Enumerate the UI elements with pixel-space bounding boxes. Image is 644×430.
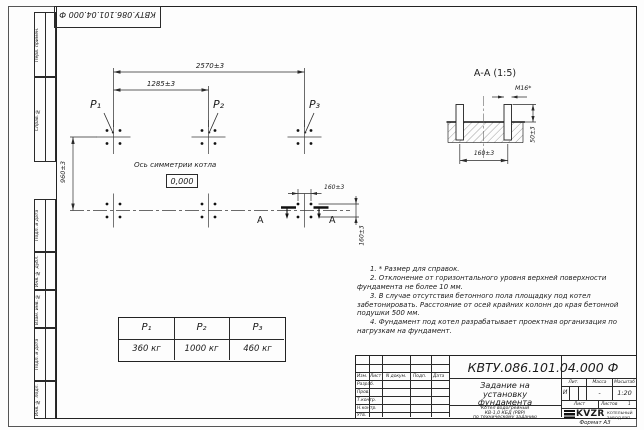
dim-bolt-height-label: 50±3 — [529, 126, 537, 143]
margin-label-podp-data-2: Подп. и дата — [35, 338, 40, 371]
margin-label-sprav-no: Справ. № — [35, 108, 40, 131]
tb-product-line1: Котел водогрейный — [480, 406, 530, 411]
note-3: 3. В случае отсутствия бетонного пола площадку под котел забетонировать. Расстояние от осей крайних колонн до края бетонной подушки 500 мм. — [357, 292, 619, 318]
tb-col-data: Дата — [433, 373, 445, 379]
note-2: 2. Отклонение от горизонтального уровня верхней поверхности фундамента не более 10 мм. — [357, 274, 607, 291]
load-label-p1: P₁ — [90, 98, 102, 111]
margin-label-perv-primen: Перв. примен. — [35, 27, 40, 62]
tb-col-izm: Изм. — [357, 373, 368, 379]
section-letter-right: А — [329, 215, 336, 226]
tb-row-utv: Утв. — [357, 413, 367, 418]
note-4: 4. Фундамент под котел разрабатывает проектная организация по нагрузкам на фундамент. — [357, 318, 617, 335]
kvzr-logo-mark — [564, 410, 575, 418]
axis-of-symmetry-label: Ось симметрии котла — [134, 160, 217, 169]
tb-scale-value: 1:20 — [617, 388, 632, 397]
thread-size-label: М16* — [515, 85, 532, 92]
margin-label-inv-dubl: Инв. № дубл. — [35, 255, 40, 287]
tb-product-line3: по техническому заданию — [473, 415, 537, 421]
tb-mass-value: - — [598, 388, 601, 397]
kvzr-logo-text: KVZR — [576, 408, 605, 419]
tb-col-podp: Подп. — [413, 373, 427, 379]
load-label-p2: P₂ — [213, 98, 225, 111]
notes-block — [357, 265, 635, 336]
level-mark-box — [166, 174, 198, 188]
margin-label-podp-data-1: Подп. и дата — [35, 209, 40, 242]
dim-section-pitch-label: 160±3 — [473, 150, 495, 157]
load-table-value-p2: 1000 кг — [184, 344, 219, 354]
tb-row-razrab: Разраб. — [357, 381, 375, 387]
tb-row-tkontr: Т.контр. — [357, 397, 377, 403]
load-table-header-p1: P₁ — [141, 322, 152, 333]
margin-label-vzam-inv: Взам. инв. № — [35, 293, 40, 325]
tb-designation: КВТУ.086.101.04.000 Ф — [467, 360, 619, 375]
tb-doc-title-line2: установку — [482, 388, 528, 399]
format-label: Формат А3 — [579, 419, 611, 426]
section-letter-left: А — [257, 215, 264, 226]
title-block — [355, 355, 637, 419]
kvzr-caption-line1: КОТЕЛЬНЫЙ — [607, 410, 633, 415]
tb-sheets-value: 1 — [628, 401, 631, 407]
load-table — [118, 317, 286, 362]
load-table-value-p3: 460 кг — [243, 344, 272, 354]
dim-depth-label: 960±3 — [59, 161, 67, 183]
tb-col-doc: N докум. — [386, 373, 407, 379]
tb-col-list: Лист — [370, 373, 382, 379]
tb-product-line2: КВ-1,0 КБД (РВР) — [484, 410, 526, 416]
plan-centerlines — [70, 120, 350, 228]
load-table-header-p2: P₂ — [196, 322, 207, 333]
section-view-title: А-А (1:5) — [473, 68, 517, 79]
load-table-header-p3: P₃ — [252, 322, 263, 333]
dim-bolt-pitch-v-label: 160±3 — [358, 225, 366, 246]
dim-half-label: 1285±3 — [146, 80, 176, 88]
dimension-arrowheads — [71, 70, 357, 223]
tb-sheet-label: Лист — [573, 401, 586, 407]
tb-sheets-label: Листов — [601, 401, 618, 407]
dim-total-label: 2570±3 — [195, 62, 225, 70]
load-label-p3: P₃ — [309, 98, 321, 111]
tb-lit-value: И — [562, 389, 568, 396]
margin-label-inv-podl: Инв. № подл. — [35, 384, 40, 416]
level-mark-value: 0,000 — [170, 177, 194, 186]
tb-row-nkontr: Н.контр. — [357, 405, 377, 411]
tb-lit-header: Лит. — [568, 379, 579, 385]
designation-flipped-text: КВТУ.086.101.04.000 Ф — [59, 10, 156, 19]
tb-doc-title-line1: Задание на — [480, 379, 530, 390]
kvzr-caption-line2: ЗАВОД РЭП — [607, 414, 631, 420]
load-leader-lines — [104, 113, 314, 134]
tb-scale-header: Масштаб — [614, 379, 635, 385]
note-1: 1. * Размер для справок. — [370, 265, 460, 273]
tb-mass-header: Масса — [592, 379, 607, 385]
load-table-value-p1: 360 кг — [132, 344, 161, 354]
anchor-bolt-dots — [106, 129, 313, 218]
tb-doc-title-line3: фундамента — [477, 397, 533, 407]
dim-bolt-pitch-h-label: 160±3 — [324, 184, 345, 191]
tb-row-prov: Пров. — [357, 389, 370, 395]
